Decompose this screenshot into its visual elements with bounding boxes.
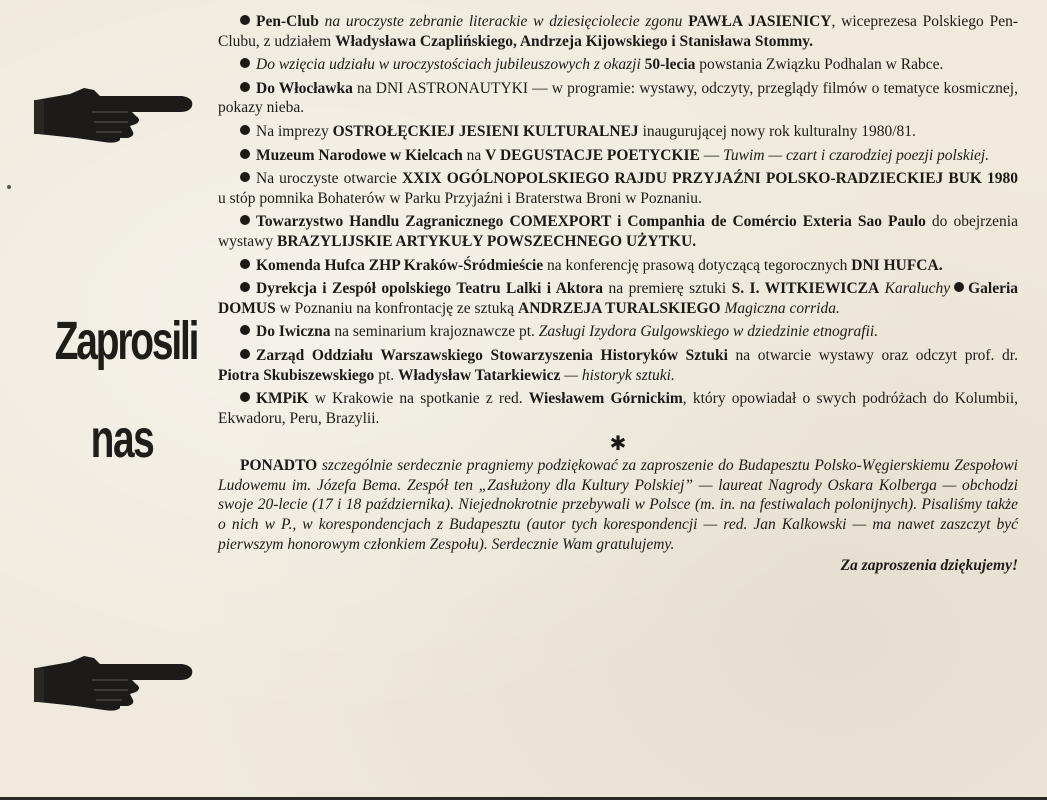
item-text: w Krakowie na spotkanie z red. xyxy=(308,390,529,408)
bullet-icon xyxy=(240,15,250,25)
ponadto-paragraph xyxy=(218,456,1018,554)
item-text: Pen-Club xyxy=(256,13,319,30)
item-text: Komenda Hufca ZHP Kraków-Śródmieście xyxy=(256,256,544,274)
item-text: Tuwim — czart i czarodziej poezji polskiej. xyxy=(723,146,990,164)
item-text: na xyxy=(462,146,486,164)
item-text: na konferencję prasową dotyczącą tegorocznych xyxy=(543,256,852,274)
item-text: Piotra Skubiszewskiego xyxy=(218,366,375,384)
item-text: KMPiK xyxy=(256,390,309,408)
invitation-item xyxy=(218,322,1018,342)
invitation-item xyxy=(218,79,1018,118)
invitation-item xyxy=(218,169,1018,208)
invitation-item xyxy=(218,256,1018,276)
ponadto-lead: PONADTO xyxy=(240,457,318,475)
bullet-icon xyxy=(240,172,250,182)
pointing-hand-icon-bottom xyxy=(32,650,197,712)
invitation-item xyxy=(218,12,1018,51)
invitation-item xyxy=(218,346,1018,385)
item-text: — historyk sztuki. xyxy=(560,366,675,384)
item-text: Do Włocławka xyxy=(256,79,353,97)
bullet-icon xyxy=(240,125,250,135)
bullet-icon xyxy=(240,149,250,159)
bullet-icon xyxy=(240,325,250,335)
item-text: 50-lecia xyxy=(644,56,696,74)
invitation-item xyxy=(218,122,1018,142)
item-text: Do wzięcia udziału w uroczystościach jubileuszowych z okazji xyxy=(256,56,645,74)
item-text: Magiczna corrida. xyxy=(720,299,840,317)
item-text: do obejrzenia wystawy xyxy=(218,213,1018,250)
item-text: Galeria DOMUS xyxy=(218,280,1019,317)
invitation-item xyxy=(218,55,1018,75)
item-text: na premierę sztuki xyxy=(603,280,732,298)
item-text: na seminarium krajoznawcze pt. xyxy=(330,323,539,341)
item-text: Karaluchy xyxy=(879,280,951,298)
bullet-icon xyxy=(240,392,250,402)
item-text: Zarząd Oddziału Warszawskiego Stowarzyszenia Historyków Sztuki xyxy=(256,346,728,364)
item-text: Władysław Tatarkiewicz xyxy=(398,366,561,384)
item-text: ANDRZEJA TURALSKIEGO xyxy=(518,299,721,317)
item-text: PAWŁA JASIENICY xyxy=(688,13,832,30)
item-text: OSTROŁĘCKIEJ JESIENI KULTURALNEJ xyxy=(332,122,639,140)
item-text: Muzeum Narodowe w Kielcach xyxy=(256,146,463,164)
item-text: DNI HUFCA. xyxy=(851,256,943,274)
bullet-icon xyxy=(240,58,250,68)
invitation-list xyxy=(218,12,1018,428)
invitation-item xyxy=(218,389,1018,428)
ponadto-text: szczególnie serdecznie pragniemy podziękować za zaproszenie do Budapesztu Polsko-Węgierskiemu Zespołowi Ludowemu im. Józefa Bema. Zespół ten „Zasłużony dla Kultury Polskiej” — laureat Nagrody Oskara Kolberga — obchodzi swoje 20-lecie (17 i 18 października). Niejednokrotnie przebywali w Polsce (m. in. na festiwalach polonijnych). Pisaliśmy także o nich w P., w korespondencjach z Budapesztu (autor tych korespondencji — red. Jan Kalkowski — ma nawet zaszczyt być pierwszym honorowym członkiem Zespołu). Serdecznie Wam gratulujemy. xyxy=(218,457,1018,553)
item-text: — xyxy=(699,146,724,164)
item-text: Towarzystwo Handlu Zagranicznego COMEXPORT i Companhia de Comércio Exteria Sao Paulo xyxy=(256,213,926,231)
bullet-icon xyxy=(240,349,250,359)
item-text: u stóp pomnika Bohaterów w Parku Przyjaźni i Braterstwa Broni w Poznaniu. xyxy=(218,189,702,207)
section-title-line1: Zaprosili xyxy=(54,311,198,371)
bullet-icon xyxy=(240,82,250,92)
section-title xyxy=(26,305,226,479)
item-text: V DEGUSTACJE POETYCKIE xyxy=(485,146,700,164)
item-text: pt. xyxy=(374,366,398,384)
item-text: S. I. WITKIEWICZA xyxy=(731,280,880,298)
bullet-icon xyxy=(240,282,250,292)
closing-line: Za zaproszenia dziękujemy! xyxy=(840,557,1018,575)
section-title-line2: nas xyxy=(90,409,154,469)
item-text: na otwarcie wystawy oraz odczyt prof. dr. xyxy=(727,346,1018,364)
bullet-icon xyxy=(240,215,250,225)
article-body xyxy=(218,12,1018,576)
invitation-item xyxy=(218,212,1018,251)
item-text: BRAZYLIJSKIE ARTYKUŁY POWSZECHNEGO UŻYTKU. xyxy=(276,232,697,250)
item-text: Władysława Czaplińskiego, Andrzeja Kijowskiego i Stanisława Stommy. xyxy=(335,32,814,50)
item-text: , który opowiadał o swych podróżach do Kolumbii, Ekwadoru, Peru, Brazylii. xyxy=(218,390,1019,427)
invitation-item xyxy=(218,146,1018,166)
item-text: , wiceprezesa Polskiego Pen-Clubu, z udziałem xyxy=(218,13,1018,50)
pointing-hand-icon xyxy=(32,82,197,144)
bullet-icon xyxy=(240,259,250,269)
item-text: inaugurującej nowy rok kulturalny 1980/81. xyxy=(638,122,916,140)
item-text: Wiesławem Górnickim xyxy=(528,390,683,408)
item-text: Zasługi Izydora Gulgowskiego w dziedzinie etnografii. xyxy=(538,323,879,341)
item-text: Dyrekcja i Zespół opolskiego Teatru Lalki i Aktora xyxy=(256,280,604,298)
item-text: na uroczyste zebranie literackie w dziesięciolecie zgonu xyxy=(318,13,689,30)
item-text: powstania Związku Podhalan w Rabce. xyxy=(695,56,944,74)
item-text: w Poznaniu na konfrontację ze sztuką xyxy=(275,299,519,317)
item-text: Do Iwiczna xyxy=(256,323,331,341)
item-text: XXIX OGÓLNOPOLSKIEGO RAJDU PRZYJAŹNI POLSKO-RADZIECKIEJ BUK 1980 xyxy=(402,170,1019,188)
invitation-item xyxy=(218,279,1018,318)
bullet-icon xyxy=(954,282,964,292)
separator-star: ✱ xyxy=(609,431,627,456)
item-text: Na imprezy xyxy=(256,122,333,140)
item-text: Na uroczyste otwarcie xyxy=(256,170,403,188)
item-text: na DNI ASTRONAUTYKI — w programie: wystawy, odczyty, przeglądy filmów o tematyce kosmicznej, pokazy nieba. xyxy=(218,79,1018,117)
print-speck xyxy=(7,185,11,189)
